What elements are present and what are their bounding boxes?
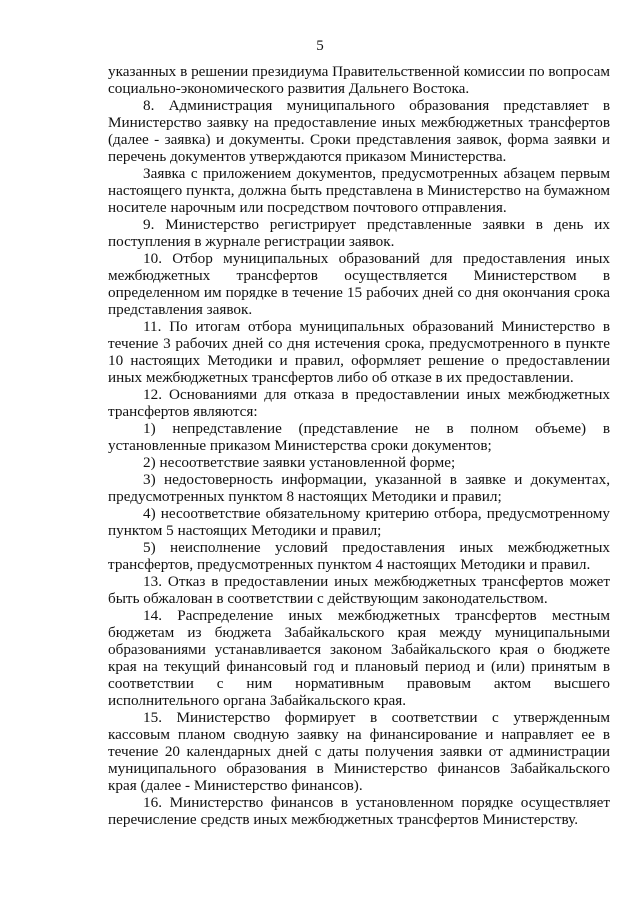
paragraph-item-12-4: 4) несоответствие обязательному критерию отбора, предусмотренному пунктом 5 настоящих Методики и правил; [108, 505, 610, 539]
paragraph-item-8: 8. Администрация муниципального образования представляет в Министерство заявку на предоставление иных межбюджетных трансфертов (далее - заявка) и документы. Сроки представления заявок, форма заявки и перечень документов утверждаются приказом Министерства. [108, 97, 610, 165]
paragraph-item-12-3: 3) недостоверность информации, указанной в заявке и документах, предусмотренных пунктом 8 настоящих Методики и правил; [108, 471, 610, 505]
paragraph-item-11: 11. По итогам отбора муниципальных образований Министерство в течение 3 рабочих дней со дня истечения срока, предусмотренного в пункте 10 настоящих Методики и правил, оформляет решение о предоставлении иных межбюджетных трансфертов либо об отказе в их предоставлении. [108, 318, 610, 386]
paragraph-continuation: указанных в решении президиума Правительственной комиссии по вопросам социально-экономического развития Дальнего Востока. [108, 63, 610, 97]
page-number: 5 [316, 38, 324, 54]
paragraph-item-12-2: 2) несоответствие заявки установленной форме; [143, 454, 456, 471]
paragraph-item-10: 10. Отбор муниципальных образований для предоставления иных межбюджетных трансфертов осуществляется Министерством в определенном им порядке в течение 15 рабочих дней со дня окончания срока представления заявок. [108, 250, 610, 318]
document-body [108, 63, 610, 828]
paragraph-item-12-1: 1) непредставление (представление не в полном объеме) в установленные приказом Министерства сроки документов; [108, 420, 610, 454]
paragraph-item-15: 15. Министерство формирует в соответствии с утвержденным кассовым планом сводную заявку на финансирование и направляет ее в течение 20 календарных дней с даты получения заявки от администрации муниципального образования в Министерство финансов Забайкальского края (далее - Министерство финансов). [108, 709, 610, 794]
paragraph-item-12-5: 5) неисполнение условий предоставления иных межбюджетных трансфертов, предусмотренных пунктом 4 настоящих Методики и правил. [108, 539, 610, 573]
paragraph-item-16: 16. Министерство финансов в установленном порядке осуществляет перечисление средств иных межбюджетных трансфертов Министерству. [108, 794, 610, 828]
paragraph-item-13: 13. Отказ в предоставлении иных межбюджетных трансфертов может быть обжалован в соответствии с действующим законодательством. [108, 573, 610, 607]
paragraph-item-12: 12. Основаниями для отказа в предоставлении иных межбюджетных трансфертов являются: [108, 386, 610, 420]
paragraph-item-8-application: Заявка с приложением документов, предусмотренных абзацем первым настоящего пункта, должна быть представлена в Министерство на бумажном носителе нарочным или посредством почтового отправления. [108, 165, 610, 216]
paragraph-item-14: 14. Распределение иных межбюджетных трансфертов местным бюджетам из бюджета Забайкальского края между муниципальными образованиями устанавливается законом Забайкальского края о бюджете края на текущий финансовый год и плановый период и (или) принятым в соответствии с ним нормативным правовым актом высшего исполнительного органа Забайкальского края. [108, 607, 610, 709]
paragraph-item-9: 9. Министерство регистрирует представленные заявки в день их поступления в журнале регистрации заявок. [108, 216, 610, 250]
